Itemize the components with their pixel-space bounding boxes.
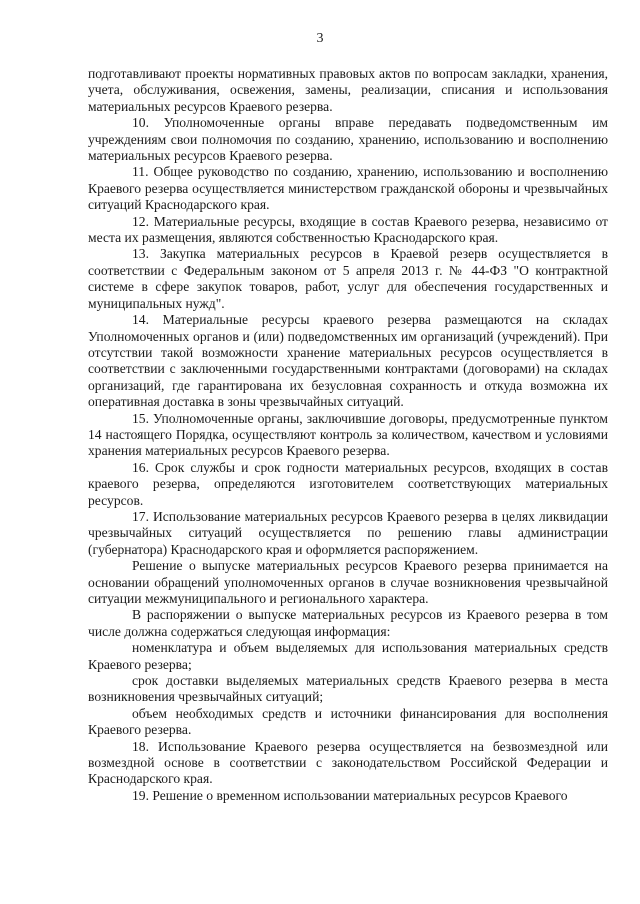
paragraph-16: 16. Срок службы и срок годности материальных ресурсов, входящих в состав краевого резерва, определяются изготовителем соответствующих материальных ресурсов. [88, 459, 608, 508]
paragraph-10: 10. Уполномоченные органы вправе передавать подведомственным им учреждениям свои полномочия по созданию, хранению, использованию и восполнению материальных ресурсов Краевого резерва. [88, 115, 608, 164]
page-number: 3 [316, 31, 324, 46]
paragraph-17-item-funding: объем необходимых средств и источники финансирования для восполнения Краевого резерва. [88, 705, 608, 738]
paragraph-12: 12. Материальные ресурсы, входящие в состав Краевого резерва, независимо от места их размещения, являются собственностью Краснодарского края. [88, 213, 608, 246]
paragraph-17-release-decision: Решение о выпуске материальных ресурсов Краевого резерва принимается на основании обращений уполномоченных органов в случае возникновения чрезвычайной ситуации межмуниципального и регионального характера. [88, 558, 608, 606]
paragraph-17-item-delivery: срок доставки выделяемых материальных средств Краевого резерва в места возникновения чрезвычайных ситуаций; [88, 673, 608, 705]
paragraph-13: 13. Закупка материальных ресурсов в Краевой резерв осуществляется в соответствии с Федеральным законом от 5 апреля 2013 г. № 44-ФЗ "О контрактной системе в сфере закупок товаров, работ, услуг для обеспечения государственных и муниципальных нужд". [88, 246, 608, 311]
paragraph-19: 19. Решение о временном использовании материальных ресурсов Краевого [132, 787, 568, 803]
paragraph-17-order-contents: В распоряжении о выпуске материальных ресурсов из Краевого резерва в том числе должна содержаться следующая информация: [88, 607, 608, 639]
document-body [88, 66, 608, 804]
paragraph-14: 14. Материальные ресурсы краевого резерва размещаются на складах Уполномоченных органов и (или) подведомственных им организаций (учреждений). При отсутствии такой возможности хранение материальных ресурсов осуществляется в соответствии с заключенными государственными контрактами (договорами) на складах организаций, где гарантирована их безусловная сохранность и откуда возможна их оперативная доставка в зоны чрезвычайных ситуаций. [88, 312, 608, 410]
paragraph-11: 11. Общее руководство по созданию, хранению, использованию и восполнению Краевого резерва осуществляется министерством гражданской обороны и чрезвычайных ситуаций Краснодарского края. [88, 164, 608, 213]
paragraph-17-item-nomenclature: номенклатура и объем выделяемых для использования материальных средств Краевого резерва; [88, 640, 608, 672]
paragraph-17: 17. Использование материальных ресурсов Краевого резерва в целях ликвидации чрезвычайных ситуаций осуществляется по решению главы администрации (губернатора) Краснодарского края и оформляется распоряжением. [88, 508, 608, 557]
paragraph-18: 18. Использование Краевого резерва осуществляется на безвозмездной или возмездной основе в соответствии с законодательством Российской Федерации и Краснодарского края. [88, 738, 608, 787]
paragraph-15: 15. Уполномоченные органы, заключившие договоры, предусмотренные пунктом 14 настоящего Порядка, осуществляют контроль за количеством, качеством и условиями хранения материальных ресурсов Краевого резерва. [88, 410, 608, 459]
paragraph-continuation: подготавливают проекты нормативных правовых актов по вопросам закладки, хранения, учета, обслуживания, освежения, замены, реализации, списания и использования материальных ресурсов Краевого резерва. [88, 66, 608, 114]
